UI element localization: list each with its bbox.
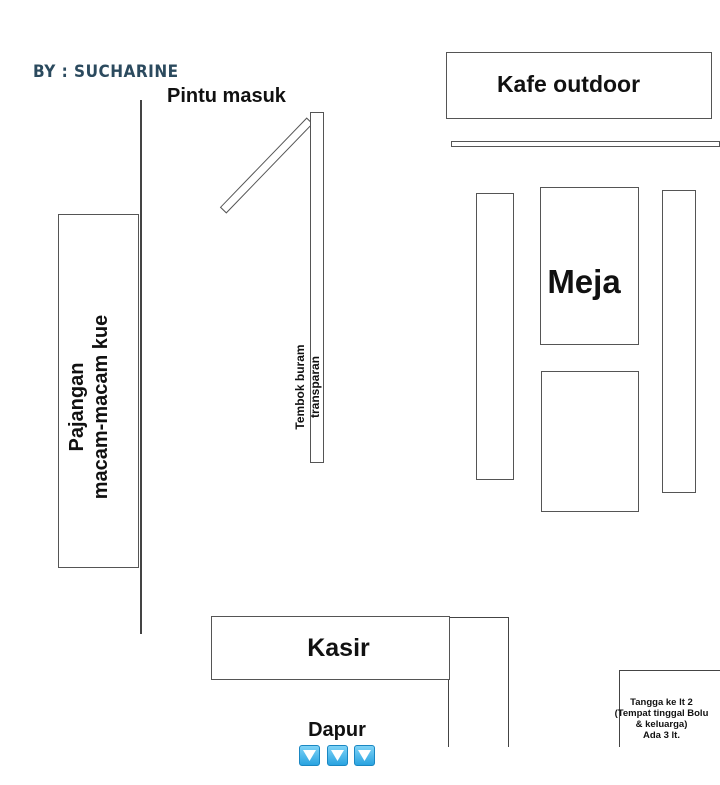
entrance-label: Pintu masuk — [167, 85, 286, 107]
wall-label-line2: transparan — [308, 355, 322, 419]
down-arrow-icon — [327, 745, 348, 766]
down-arrow-icon — [354, 745, 375, 766]
kitchen-label: Dapur — [308, 719, 366, 741]
stairs-label-line1: Tangga ke lt 2 — [630, 697, 693, 708]
bench-right — [662, 190, 696, 493]
outdoor-cafe-label: Kafe outdoor — [496, 71, 641, 97]
cake-display-label — [65, 302, 135, 512]
display-label-line2: macam-macam kue — [90, 314, 112, 500]
frosted-wall-label — [293, 332, 327, 442]
stairs-wall-top — [619, 670, 720, 671]
cashier-label: Kasir — [307, 634, 370, 662]
wall-label-line1: Tembok buram — [293, 344, 307, 430]
stairs-label — [604, 697, 719, 741]
credit-text: BY : SUCHARINE — [33, 62, 179, 82]
bench-left — [476, 193, 514, 480]
stairs-label-line4: Ada 3 lt. — [643, 730, 680, 741]
left-wall-line — [140, 100, 142, 634]
stairs-label-line2: (Tempat tinggal Bolu — [614, 708, 709, 719]
down-arrow-icon — [299, 745, 320, 766]
display-label-line1: Pajangan — [66, 362, 88, 452]
outdoor-cafe-railing — [451, 141, 720, 147]
table-label: Meja — [547, 263, 621, 300]
stairs-label-line3: & keluarga) — [635, 719, 688, 730]
entrance-door — [220, 117, 313, 213]
kitchen-wall-right — [508, 617, 509, 747]
table-bottom — [541, 371, 639, 512]
kitchen-arrows — [298, 745, 378, 769]
kitchen-wall-top — [448, 617, 509, 618]
